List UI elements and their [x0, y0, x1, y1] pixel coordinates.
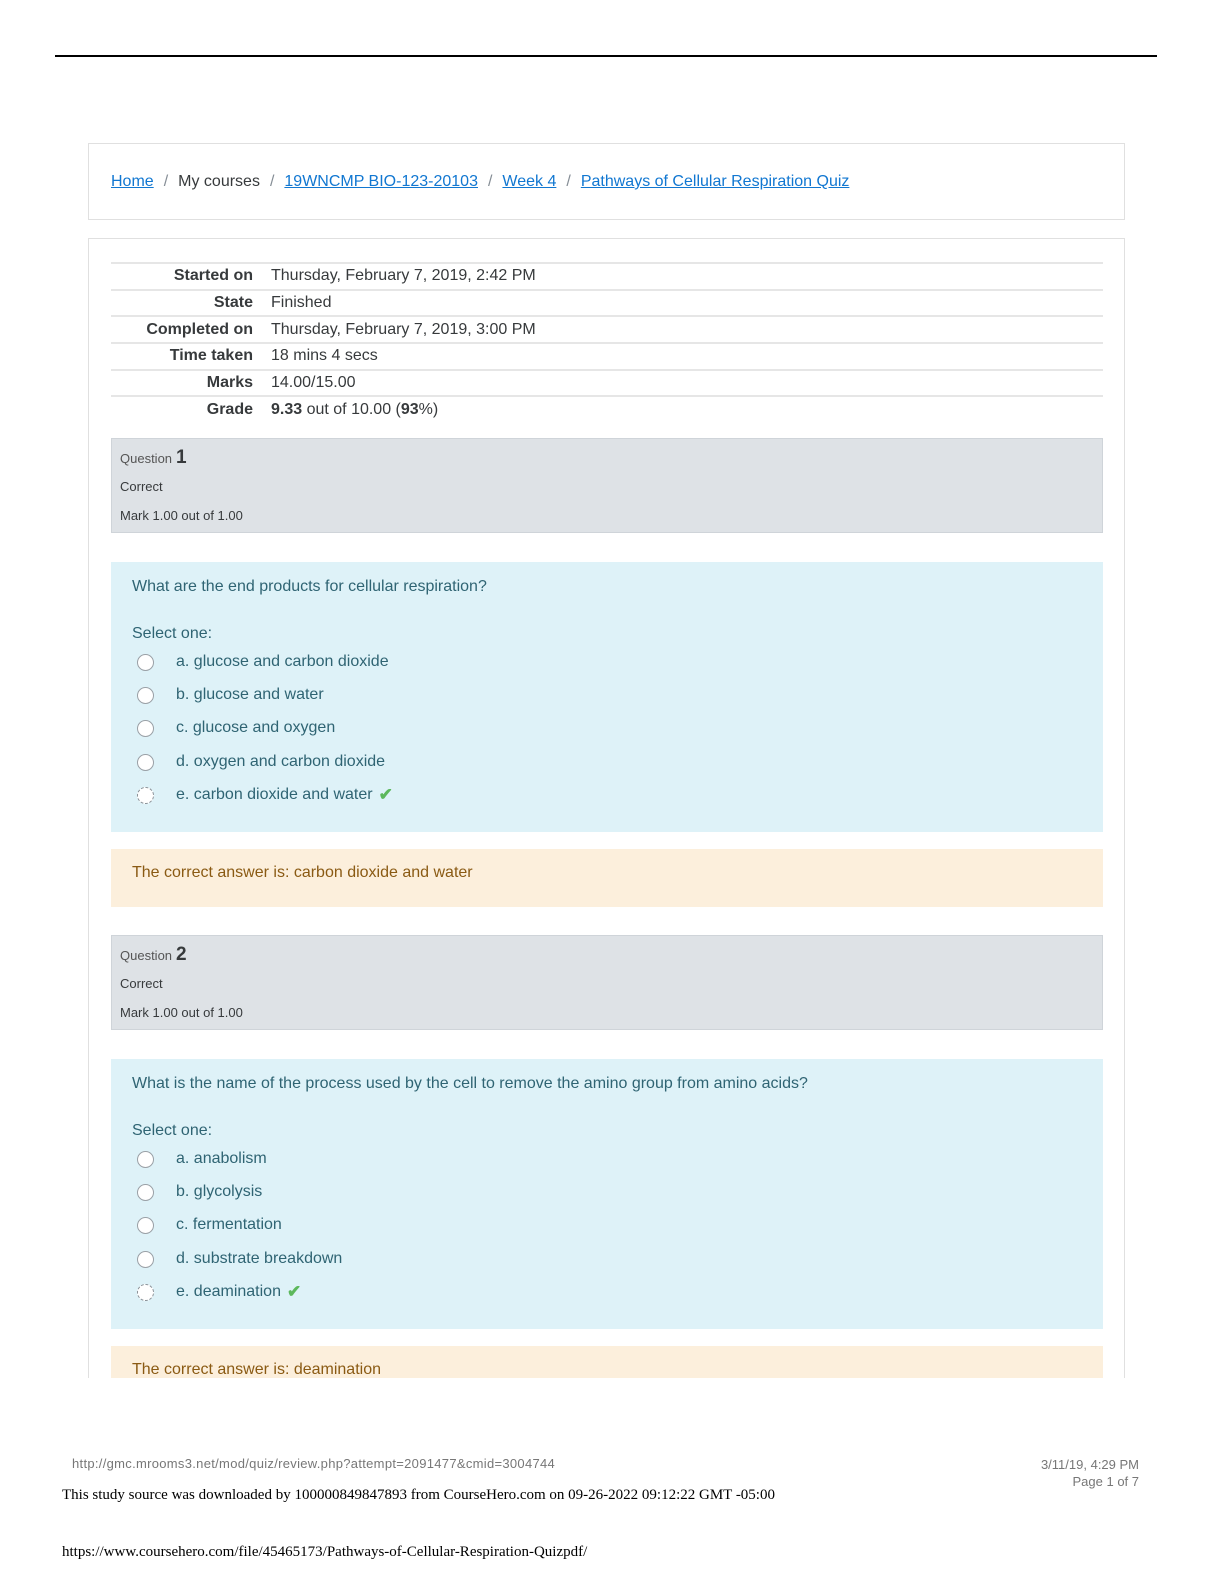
answer-label: a. anabolism: [176, 1150, 267, 1167]
question-state: Correct: [120, 479, 163, 494]
radio-button[interactable]: [137, 720, 154, 737]
answer-label: b. glucose and water: [176, 686, 324, 703]
question-mark: Mark 1.00 out of 1.00: [120, 1005, 243, 1020]
page-number: Page 1 of 7: [1072, 1474, 1139, 1489]
answer-option[interactable]: [137, 751, 385, 773]
print-info: [1041, 1456, 1139, 1490]
answer-label: a. glucose and carbon dioxide: [176, 653, 389, 670]
question-info: [111, 438, 1103, 533]
radio-button[interactable]: [137, 1217, 154, 1234]
attempt-summary-table: [111, 262, 1103, 423]
answer-label: c. glucose and oxygen: [176, 719, 336, 736]
breadcrumb-week-link[interactable]: Week 4: [502, 173, 557, 190]
summary-label: Completed on: [146, 320, 253, 338]
breadcrumb: [111, 173, 849, 191]
answer-option[interactable]: [137, 1181, 262, 1203]
question-label: Question: [120, 948, 173, 963]
summary-label: Marks: [206, 374, 253, 392]
question-state: Correct: [120, 976, 163, 991]
radio-button[interactable]: [137, 1184, 154, 1201]
answer-option[interactable]: [137, 717, 335, 739]
question-number-value: 2: [176, 944, 187, 965]
right-answer-feedback: [111, 1346, 1103, 1378]
print-datetime: 3/11/19, 4:29 PM: [1040, 1457, 1139, 1472]
right-answer-text: The correct answer is: carbon dioxide and water: [132, 864, 473, 881]
radio-button[interactable]: [137, 1151, 154, 1168]
breadcrumb-separator: /: [269, 173, 275, 190]
question-number-value: 1: [176, 447, 187, 468]
right-answer-feedback: [111, 849, 1103, 907]
radio-button[interactable]: [137, 687, 154, 704]
summary-label: Started on: [173, 267, 253, 285]
summary-row: [111, 343, 1103, 370]
answer-label: c. fermentation: [176, 1216, 282, 1233]
select-prompt: Select one:: [132, 625, 213, 642]
grade-percent: 93: [400, 401, 419, 419]
breadcrumb-home-link[interactable]: Home: [111, 173, 154, 190]
breadcrumb-separator: /: [566, 173, 571, 190]
summary-row: [111, 316, 1103, 343]
source-url: https://www.coursehero.com/file/45465173/Pathways-of-Cellular-Respiration-Quizpdf/: [62, 1544, 588, 1560]
breadcrumb-quiz-link[interactable]: Pathways of Cellular Respiration Quiz: [580, 173, 850, 190]
grade-score: 9.33: [271, 401, 303, 419]
question-content: [111, 562, 1103, 832]
question-content: [111, 1059, 1103, 1329]
summary-label: State: [213, 294, 253, 312]
radio-button[interactable]: [137, 754, 154, 771]
summary-value: 18 mins 4 secs: [271, 347, 378, 365]
summary-value: 14.00/15.00: [271, 374, 356, 392]
summary-row: [111, 396, 1103, 423]
question-info: [111, 935, 1103, 1030]
answer-option[interactable]: [137, 651, 389, 673]
question-text: What is the name of the process used by the cell to remove the amino group from amino acids?: [132, 1075, 808, 1092]
question-mark: Mark 1.00 out of 1.00: [120, 508, 243, 523]
answer-label: d. substrate breakdown: [176, 1250, 343, 1267]
select-prompt: Select one:: [132, 1122, 213, 1139]
answer-option[interactable]: [137, 784, 393, 806]
question-number: [120, 447, 187, 469]
right-answer-text: The correct answer is: deamination: [132, 1361, 381, 1378]
question-number: [120, 944, 187, 966]
answer-label: d. oxygen and carbon dioxide: [176, 753, 386, 770]
radio-button[interactable]: [137, 1251, 154, 1268]
correct-check-icon: ✔: [286, 1282, 302, 1301]
summary-label: Time taken: [169, 347, 253, 365]
answer-option[interactable]: [137, 1281, 301, 1303]
summary-value: Thursday, February 7, 2019, 2:42 PM: [271, 267, 536, 285]
radio-button[interactable]: [137, 654, 154, 671]
quiz-review-card: [88, 238, 1125, 1378]
grade-out-of: out of 10.00 (: [302, 401, 401, 419]
page-url: http://gmc.mrooms3.net/mod/quiz/review.php?attempt=2091477&cmid=3004744: [72, 1456, 556, 1471]
answer-option[interactable]: [137, 684, 324, 706]
correct-check-icon: ✔: [378, 785, 393, 804]
summary-value: Finished: [271, 294, 332, 312]
answer-label: e. deamination: [176, 1283, 281, 1300]
summary-row: [111, 263, 1103, 290]
grade-value: [271, 396, 1103, 423]
radio-button-selected[interactable]: [137, 1284, 154, 1301]
summary-value: Thursday, February 7, 2019, 3:00 PM: [271, 320, 536, 338]
source-note: This study source was downloaded by 100000849847893 from CourseHero.com on 09-26-2022 09:12:22 GMT -05:00: [62, 1487, 775, 1503]
top-rule: [55, 55, 1157, 57]
answer-option[interactable]: [137, 1248, 342, 1270]
question-label: Question: [120, 451, 173, 466]
answer-label: b. glycolysis: [176, 1183, 263, 1200]
breadcrumb-card: [88, 143, 1125, 220]
breadcrumb-separator: /: [487, 173, 493, 190]
answer-option[interactable]: [137, 1214, 282, 1236]
summary-row: [111, 370, 1103, 397]
answer-option[interactable]: [137, 1148, 267, 1170]
question-text: What are the end products for cellular respiration?: [132, 578, 487, 595]
summary-label: Grade: [206, 401, 253, 419]
grade-suffix: %): [418, 401, 439, 419]
answer-label: e. carbon dioxide and water: [176, 786, 373, 803]
breadcrumb-course-link[interactable]: 19WNCMP BIO-123-20103: [284, 173, 478, 190]
summary-row: [111, 290, 1103, 317]
radio-button-selected[interactable]: [137, 787, 154, 804]
breadcrumb-separator: /: [163, 173, 169, 190]
breadcrumb-my-courses: My courses: [178, 173, 260, 190]
